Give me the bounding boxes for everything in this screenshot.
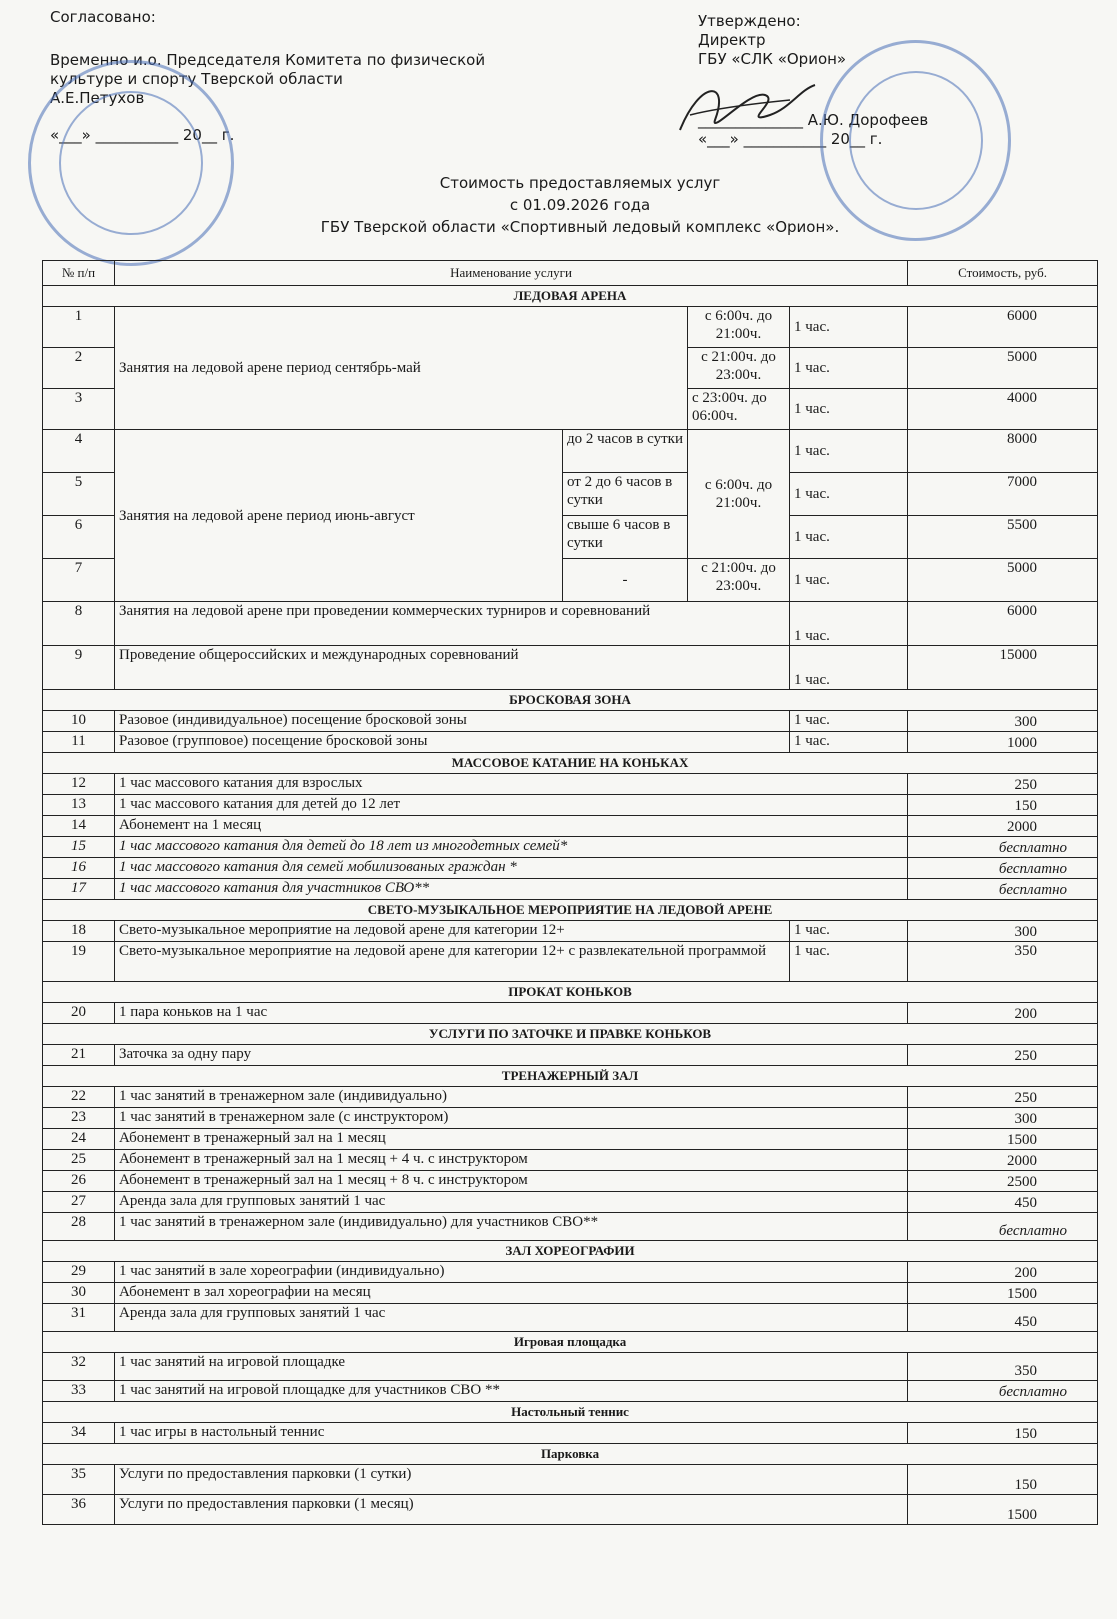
row-num: 11 — [43, 732, 115, 753]
price: 200 — [908, 1003, 1098, 1024]
section-parking: Парковка — [43, 1444, 1098, 1465]
agreed-position-line2: культуре и спорту Тверской области — [50, 70, 343, 88]
price: 2500 — [908, 1171, 1098, 1192]
price: 7000 — [908, 473, 1098, 516]
row-num: 35 — [43, 1465, 115, 1495]
signature-icon — [670, 70, 820, 145]
unit: 1 час. — [790, 473, 908, 516]
service-name: Свето-музыкальное мероприятие на ледовой арене для категории 12+ — [115, 921, 790, 942]
service-name: Аренда зала для групповых занятий 1 час — [115, 1304, 908, 1332]
price: 6000 — [908, 307, 1098, 348]
section-sharpening: УСЛУГИ ПО ЗАТОЧКЕ И ПРАВКЕ КОНЬКОВ — [43, 1024, 1098, 1045]
section-throw-zone: БРОСКОВАЯ ЗОНА — [43, 690, 1098, 711]
approved-date-line: «___» ___________ 20__ г. — [698, 130, 883, 148]
row-num: 36 — [43, 1495, 115, 1525]
service-name: 1 час игры в настольный теннис — [115, 1423, 908, 1444]
duration: до 2 часов в сутки — [563, 430, 688, 473]
row-num: 7 — [43, 559, 115, 602]
approved-position: Директр — [698, 31, 766, 49]
price: 150 — [908, 795, 1098, 816]
price: 150 — [908, 1465, 1098, 1495]
time-slot: с 21:00ч. до 23:00ч. — [688, 559, 790, 602]
section-choreography: ЗАЛ ХОРЕОГРАФИИ — [43, 1241, 1098, 1262]
row-num: 34 — [43, 1423, 115, 1444]
unit: 1 час. — [790, 516, 908, 559]
price: бесплатно — [908, 879, 1098, 900]
approved-label: Утверждено: — [698, 12, 801, 30]
service-name: Проведение общероссийских и международных соревнований — [115, 646, 790, 690]
row-num: 29 — [43, 1262, 115, 1283]
agreed-position-line1: Временно и.о. Председателя Комитета по физической — [50, 51, 486, 69]
service-name: Разовое (индивидуальное) посещение бросковой зоны — [115, 711, 790, 732]
unit: 1 час. — [790, 732, 908, 753]
price: 2000 — [908, 816, 1098, 837]
unit: 1 час. — [790, 646, 908, 690]
row-num: 15 — [43, 837, 115, 858]
row-num: 28 — [43, 1213, 115, 1241]
ice-sep-may-label: Занятия на ледовой арене период сентябрь-май — [115, 307, 688, 430]
price: бесплатно — [908, 837, 1098, 858]
row-num: 17 — [43, 879, 115, 900]
price: 300 — [908, 1108, 1098, 1129]
service-name: Услуги по предоставления парковки (1 сутки) — [115, 1465, 908, 1495]
agreed-label: Согласовано: — [50, 8, 156, 26]
duration: свыше 6 часов в сутки — [563, 516, 688, 559]
row-num: 5 — [43, 473, 115, 516]
unit: 1 час. — [790, 559, 908, 602]
time-slot: с 21:00ч. до 23:00ч. — [688, 348, 790, 389]
time-slot: с 6:00ч. до 21:00ч. — [688, 307, 790, 348]
service-name: Абонемент в зал хореографии на месяц — [115, 1283, 908, 1304]
price: 2000 — [908, 1150, 1098, 1171]
row-num: 13 — [43, 795, 115, 816]
col-price: Стоимость, руб. — [908, 261, 1098, 286]
unit: 1 час. — [790, 711, 908, 732]
service-name: 1 час занятий в зале хореографии (индивидуально) — [115, 1262, 908, 1283]
price: 350 — [908, 1353, 1098, 1381]
row-num: 19 — [43, 942, 115, 982]
row-num: 2 — [43, 348, 115, 389]
service-name: 1 час занятий на игровой площадке — [115, 1353, 908, 1381]
row-num: 25 — [43, 1150, 115, 1171]
price: бесплатно — [908, 858, 1098, 879]
title-line2: с 01.09.2026 года — [509, 196, 651, 214]
section-mass-skating: МАССОВОЕ КАТАНИЕ НА КОНЬКАХ — [43, 753, 1098, 774]
service-name: Абонемент на 1 месяц — [115, 816, 908, 837]
price: 5000 — [908, 348, 1098, 389]
document-title — [300, 172, 860, 238]
col-num: № п/п — [43, 261, 115, 286]
price: бесплатно — [908, 1213, 1098, 1241]
price: 150 — [908, 1423, 1098, 1444]
unit: 1 час. — [790, 430, 908, 473]
service-name: Занятия на ледовой арене при проведении коммерческих турниров и соревнований — [115, 602, 790, 646]
price: 1500 — [908, 1283, 1098, 1304]
row-num: 30 — [43, 1283, 115, 1304]
price: 8000 — [908, 430, 1098, 473]
service-name: 1 час массового катания для взрослых — [115, 774, 908, 795]
committee-seal — [28, 60, 234, 266]
service-name: Абонемент в тренажерный зал на 1 месяц + 8 ч. с инструктором — [115, 1171, 908, 1192]
price: 250 — [908, 774, 1098, 795]
service-name: Заточка за одну пару — [115, 1045, 908, 1066]
duration: - — [563, 559, 688, 602]
service-name: Аренда зала для групповых занятий 1 час — [115, 1192, 908, 1213]
price: 300 — [908, 711, 1098, 732]
price: 250 — [908, 1045, 1098, 1066]
row-num: 21 — [43, 1045, 115, 1066]
row-num: 1 — [43, 307, 115, 348]
unit: 1 час. — [790, 921, 908, 942]
row-num: 33 — [43, 1381, 115, 1402]
section-skate-rental: ПРОКАТ КОНЬКОВ — [43, 982, 1098, 1003]
row-num: 26 — [43, 1171, 115, 1192]
title-line3: ГБУ Тверской области «Спортивный ледовый комплекс «Орион». — [320, 218, 840, 236]
price: 450 — [908, 1192, 1098, 1213]
price-table — [42, 260, 1098, 1525]
time-slot: с 6:00ч. до 21:00ч. — [688, 430, 790, 559]
service-name: Абонемент в тренажерный зал на 1 месяц — [115, 1129, 908, 1150]
section-table-tennis: Настольный теннис — [43, 1402, 1098, 1423]
row-num: 16 — [43, 858, 115, 879]
service-name: Разовое (групповое) посещение бросковой зоны — [115, 732, 790, 753]
row-num: 23 — [43, 1108, 115, 1129]
service-name: 1 час массового катания для детей до 18 лет из многодетных семей* — [115, 837, 908, 858]
row-num: 9 — [43, 646, 115, 690]
service-name: 1 час занятий в тренажерном зале (индивидуально) — [115, 1087, 908, 1108]
row-num: 22 — [43, 1087, 115, 1108]
section-gym: ТРЕНАЖЕРНЫЙ ЗАЛ — [43, 1066, 1098, 1087]
row-num: 12 — [43, 774, 115, 795]
service-name: 1 час занятий на игровой площадке для участников СВО ** — [115, 1381, 908, 1402]
row-num: 3 — [43, 389, 115, 430]
row-num: 27 — [43, 1192, 115, 1213]
unit: 1 час. — [790, 389, 908, 430]
service-name: 1 час массового катания для участников СВО** — [115, 879, 908, 900]
price: 300 — [908, 921, 1098, 942]
ice-jun-aug-label: Занятия на ледовой арене период июнь-август — [115, 430, 563, 602]
row-num: 24 — [43, 1129, 115, 1150]
row-num: 18 — [43, 921, 115, 942]
service-name: Абонемент в тренажерный зал на 1 месяц + 4 ч. с инструктором — [115, 1150, 908, 1171]
price: 1000 — [908, 732, 1098, 753]
col-name: Наименование услуги — [115, 261, 908, 286]
unit: 1 час. — [790, 602, 908, 646]
table-header-row — [43, 261, 1098, 286]
service-name: 1 час массового катания для семей мобилизованых граждан * — [115, 858, 908, 879]
service-name: 1 пара коньков на 1 час — [115, 1003, 908, 1024]
section-light-music: СВЕТО-МУЗЫКАЛЬНОЕ МЕРОПРИЯТИЕ НА ЛЕДОВОЙ АРЕНЕ — [43, 900, 1098, 921]
price: 250 — [908, 1087, 1098, 1108]
service-name: 1 час массового катания для детей до 12 лет — [115, 795, 908, 816]
unit: 1 час. — [790, 348, 908, 389]
price: 6000 — [908, 602, 1098, 646]
service-name: 1 час занятий в тренажерном зале (с инструктором) — [115, 1108, 908, 1129]
price: 1500 — [908, 1129, 1098, 1150]
approved-sign-line: ______________ А.Ю. Дорофеев — [698, 111, 929, 129]
title-line1: Стоимость предоставляемых услуг — [439, 174, 721, 192]
section-playground: Игровая площадка — [43, 1332, 1098, 1353]
price: 1500 — [908, 1495, 1098, 1525]
price: 4000 — [908, 389, 1098, 430]
row-num: 32 — [43, 1353, 115, 1381]
section-ice-arena: ЛЕДОВАЯ АРЕНА — [43, 286, 1098, 307]
row-num: 6 — [43, 516, 115, 559]
agreed-name: А.Е.Петухов — [50, 89, 145, 107]
price: 5500 — [908, 516, 1098, 559]
time-slot: с 23:00ч. до 06:00ч. — [688, 389, 790, 430]
row-num: 8 — [43, 602, 115, 646]
duration: от 2 до 6 часов в сутки — [563, 473, 688, 516]
row-num: 20 — [43, 1003, 115, 1024]
row-num: 14 — [43, 816, 115, 837]
agreed-date-line: «___» ___________ 20__ г. — [50, 126, 235, 144]
row-num: 10 — [43, 711, 115, 732]
unit: 1 час. — [790, 942, 908, 982]
row-num: 4 — [43, 430, 115, 473]
price: 450 — [908, 1304, 1098, 1332]
service-name: Услуги по предоставления парковки (1 месяц) — [115, 1495, 908, 1525]
approved-org: ГБУ «СЛК «Орион» — [698, 50, 847, 68]
service-name: 1 час занятий в тренажерном зале (индивидуально) для участников СВО** — [115, 1213, 908, 1241]
service-name: Свето-музыкальное мероприятие на ледовой арене для категории 12+ с развлекательной программой — [115, 942, 790, 982]
price: бесплатно — [908, 1381, 1098, 1402]
unit: 1 час. — [790, 307, 908, 348]
price: 5000 — [908, 559, 1098, 602]
price: 15000 — [908, 646, 1098, 690]
row-num: 31 — [43, 1304, 115, 1332]
price: 200 — [908, 1262, 1098, 1283]
price: 350 — [908, 942, 1098, 982]
